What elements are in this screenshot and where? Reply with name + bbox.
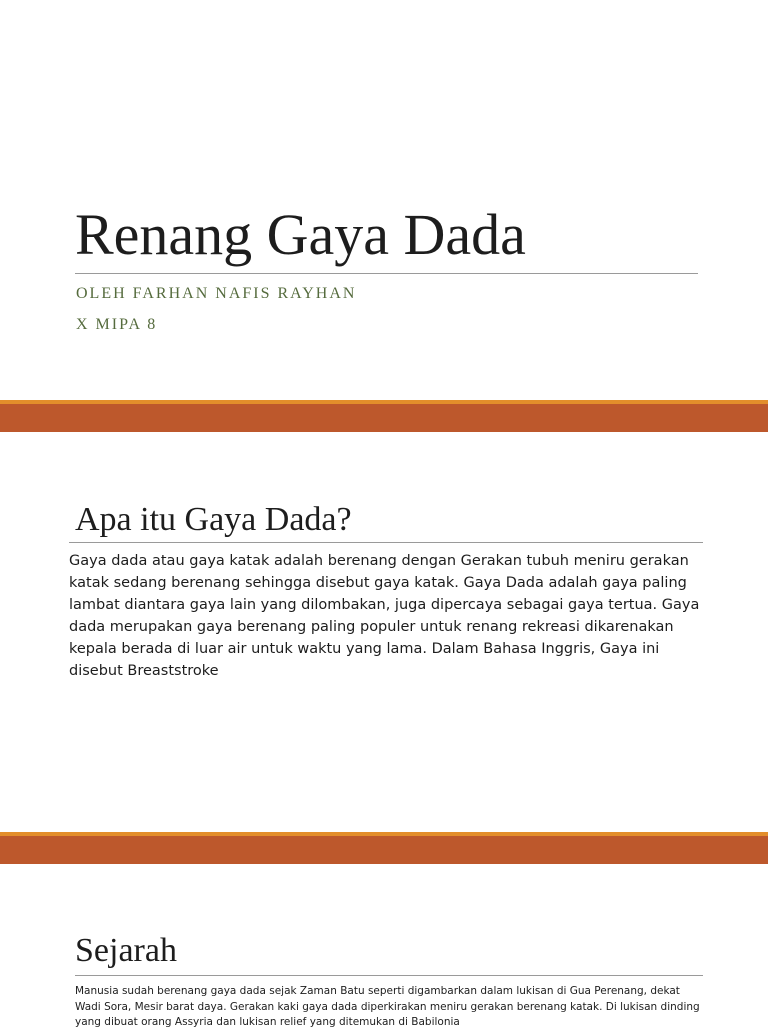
slide-separator [0,400,768,432]
presentation-title: Renang Gaya Dada [75,202,526,267]
slide-body-text: Gaya dada atau gaya katak adalah berenang dengan Gerakan tubuh meniru gerakan katak sedang berenang sehingga disebut gaya katak. Gaya Dada adalah gaya paling lambat diantara gaya lain yang dilombakan, juga dipercaya sebagai gaya tertua. Gaya dada merupakan gaya berenang paling populer untuk renang rekreasi dikarenakan kepala berada di luar air untuk waktu yang lama. Dalam Bahasa Inggris, Gaya ini disebut Breaststroke [69,553,700,679]
author-line: OLEH FARHAN NAFIS RAYHAN [76,285,357,302]
slide-heading: Apa itu Gaya Dada? [75,501,352,538]
slide-heading: Sejarah [75,932,177,969]
slide-body-text: Manusia sudah berenang gaya dada sejak Zaman Batu seperti digambarkan dalam lukisan di Gua Perenang, dekat Wadi Sora, Mesir barat daya. Gerakan kaki gaya dada diperkirakan meniru gerakan berenang katak. Di lukisan dinding yang dibuat orang Assyria dan lukisan relief yang ditemukan di Babilonia [75,985,700,1028]
title-underline [75,273,698,274]
slide-separator [0,832,768,864]
heading-underline [75,975,703,976]
heading-underline [69,542,703,543]
class-line: X MIPA 8 [76,316,158,333]
